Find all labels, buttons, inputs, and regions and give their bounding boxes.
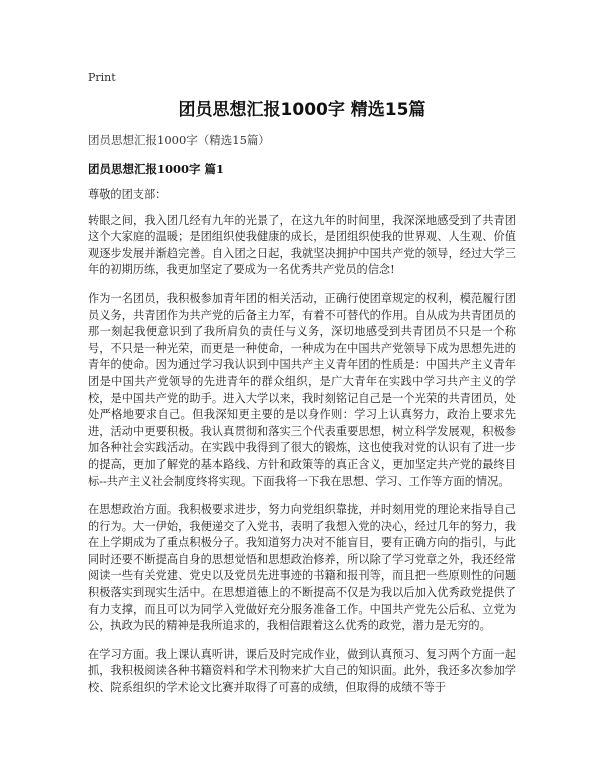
body-paragraph-2: 作为一名团员，我积极参加青年团的相关活动，正确行使团章规定的权利，模范履行团员义务，共青团作为共产党的后备主力军，有着不可替代的作用。自从成为共青团员的那一刻起我便意识到了我所肩负的责任与义务，深切地感受到共青团员不只是一个称号，不只是一种光荣，而更是一种使命，一种成为在中国共产党领导下成为思想先进的青年的使命。因为通过学习我认识到中国共产主义青年团的性质是：中国共产主义青年团是中国共产党领导的先进青年的群众组织，是广大青年在实践中学习共产主义的学校，是中国共产党的助手。进入大学以来，我时刻铭记自己是一个光荣的共青团员，处处严格地要求自己。但我深知更主要的是以身作则：学习上认真努力，政治上要求先进，活动中更要积极。我认真贯彻和落实三个代表重要思想，树立科学发展观，积极参加各种社会实践活动。在实践中我得到了很大的锻炼，这也使我对党的认识有了进一步的提高，更加了解党的基本路线、方针和政策等的真正含义，更加坚定共产党的最终目标--共产主义社会制度终将实现。下面我将一下我在思想、学习、工作等方面的情况。 [88,291,516,488]
document-subtitle: 团员思想汇报1000字（精选15篇） [88,133,270,147]
print-link[interactable]: Print [88,71,116,84]
document-body [88,187,516,709]
body-paragraph-1: 转眼之间，我入团几经有九年的光景了，在这九年的时间里，我深深地感受到了共青团这个大家庭的温暖；是团组织使我健康的成长，是团组织使我的世界观、人生观、价值观逐步发展并渐趋完善。自入团之日起，我就坚决拥护中国共产党的领导，经过大学三年的初期历练，我更加坚定了要成为一名优秀共产党员的信念! [88,213,516,277]
salutation: 尊敬的团支部： [88,188,167,201]
document-title: 团员思想汇报1000字 精选15篇 [178,100,426,120]
body-paragraph-4: 在学习方面。我上课认真听讲，课后及时完成作业，做到认真预习、复习两个方面一起抓，我积极阅读各种书籍资料和学术刊物来扩大自己的知识面。此外，我还多次参加学校、院系组织的学术论文比赛并取得了可喜的成绩，但取得的成绩不等于 [88,647,516,695]
body-paragraph-3: 在思想政治方面。我积极要求进步，努力向党组织靠拢，并时刻用党的理论来指导自己的行为。大一伊始，我便递交了入党书，表明了我想入党的决心，经过几年的努力，我在上学期成为了重点积极分子。我知道努力决对不能盲目，要有正确方向的指引，与此同时还要不断提高自身的思想觉悟和思想政治修养，所以除了学习党章之外，我还经常阅读一些有关党建、党史以及党员先进事迹的书籍和报刊等，而且把一些原则性的问题积极落实到现实生活中。在思想道德上的不断提高不仅是为我以后加入优秀政党提供了有力支撑，而且可以为同学入党做好充分服务准备工作。中国共产党先公后私、立党为公，执政为民的精神是我所追求的，我相信跟着这么优秀的政党，潜力是无穷的。 [88,503,516,633]
section-heading: 团员思想汇报1000字 篇1 [88,162,225,176]
